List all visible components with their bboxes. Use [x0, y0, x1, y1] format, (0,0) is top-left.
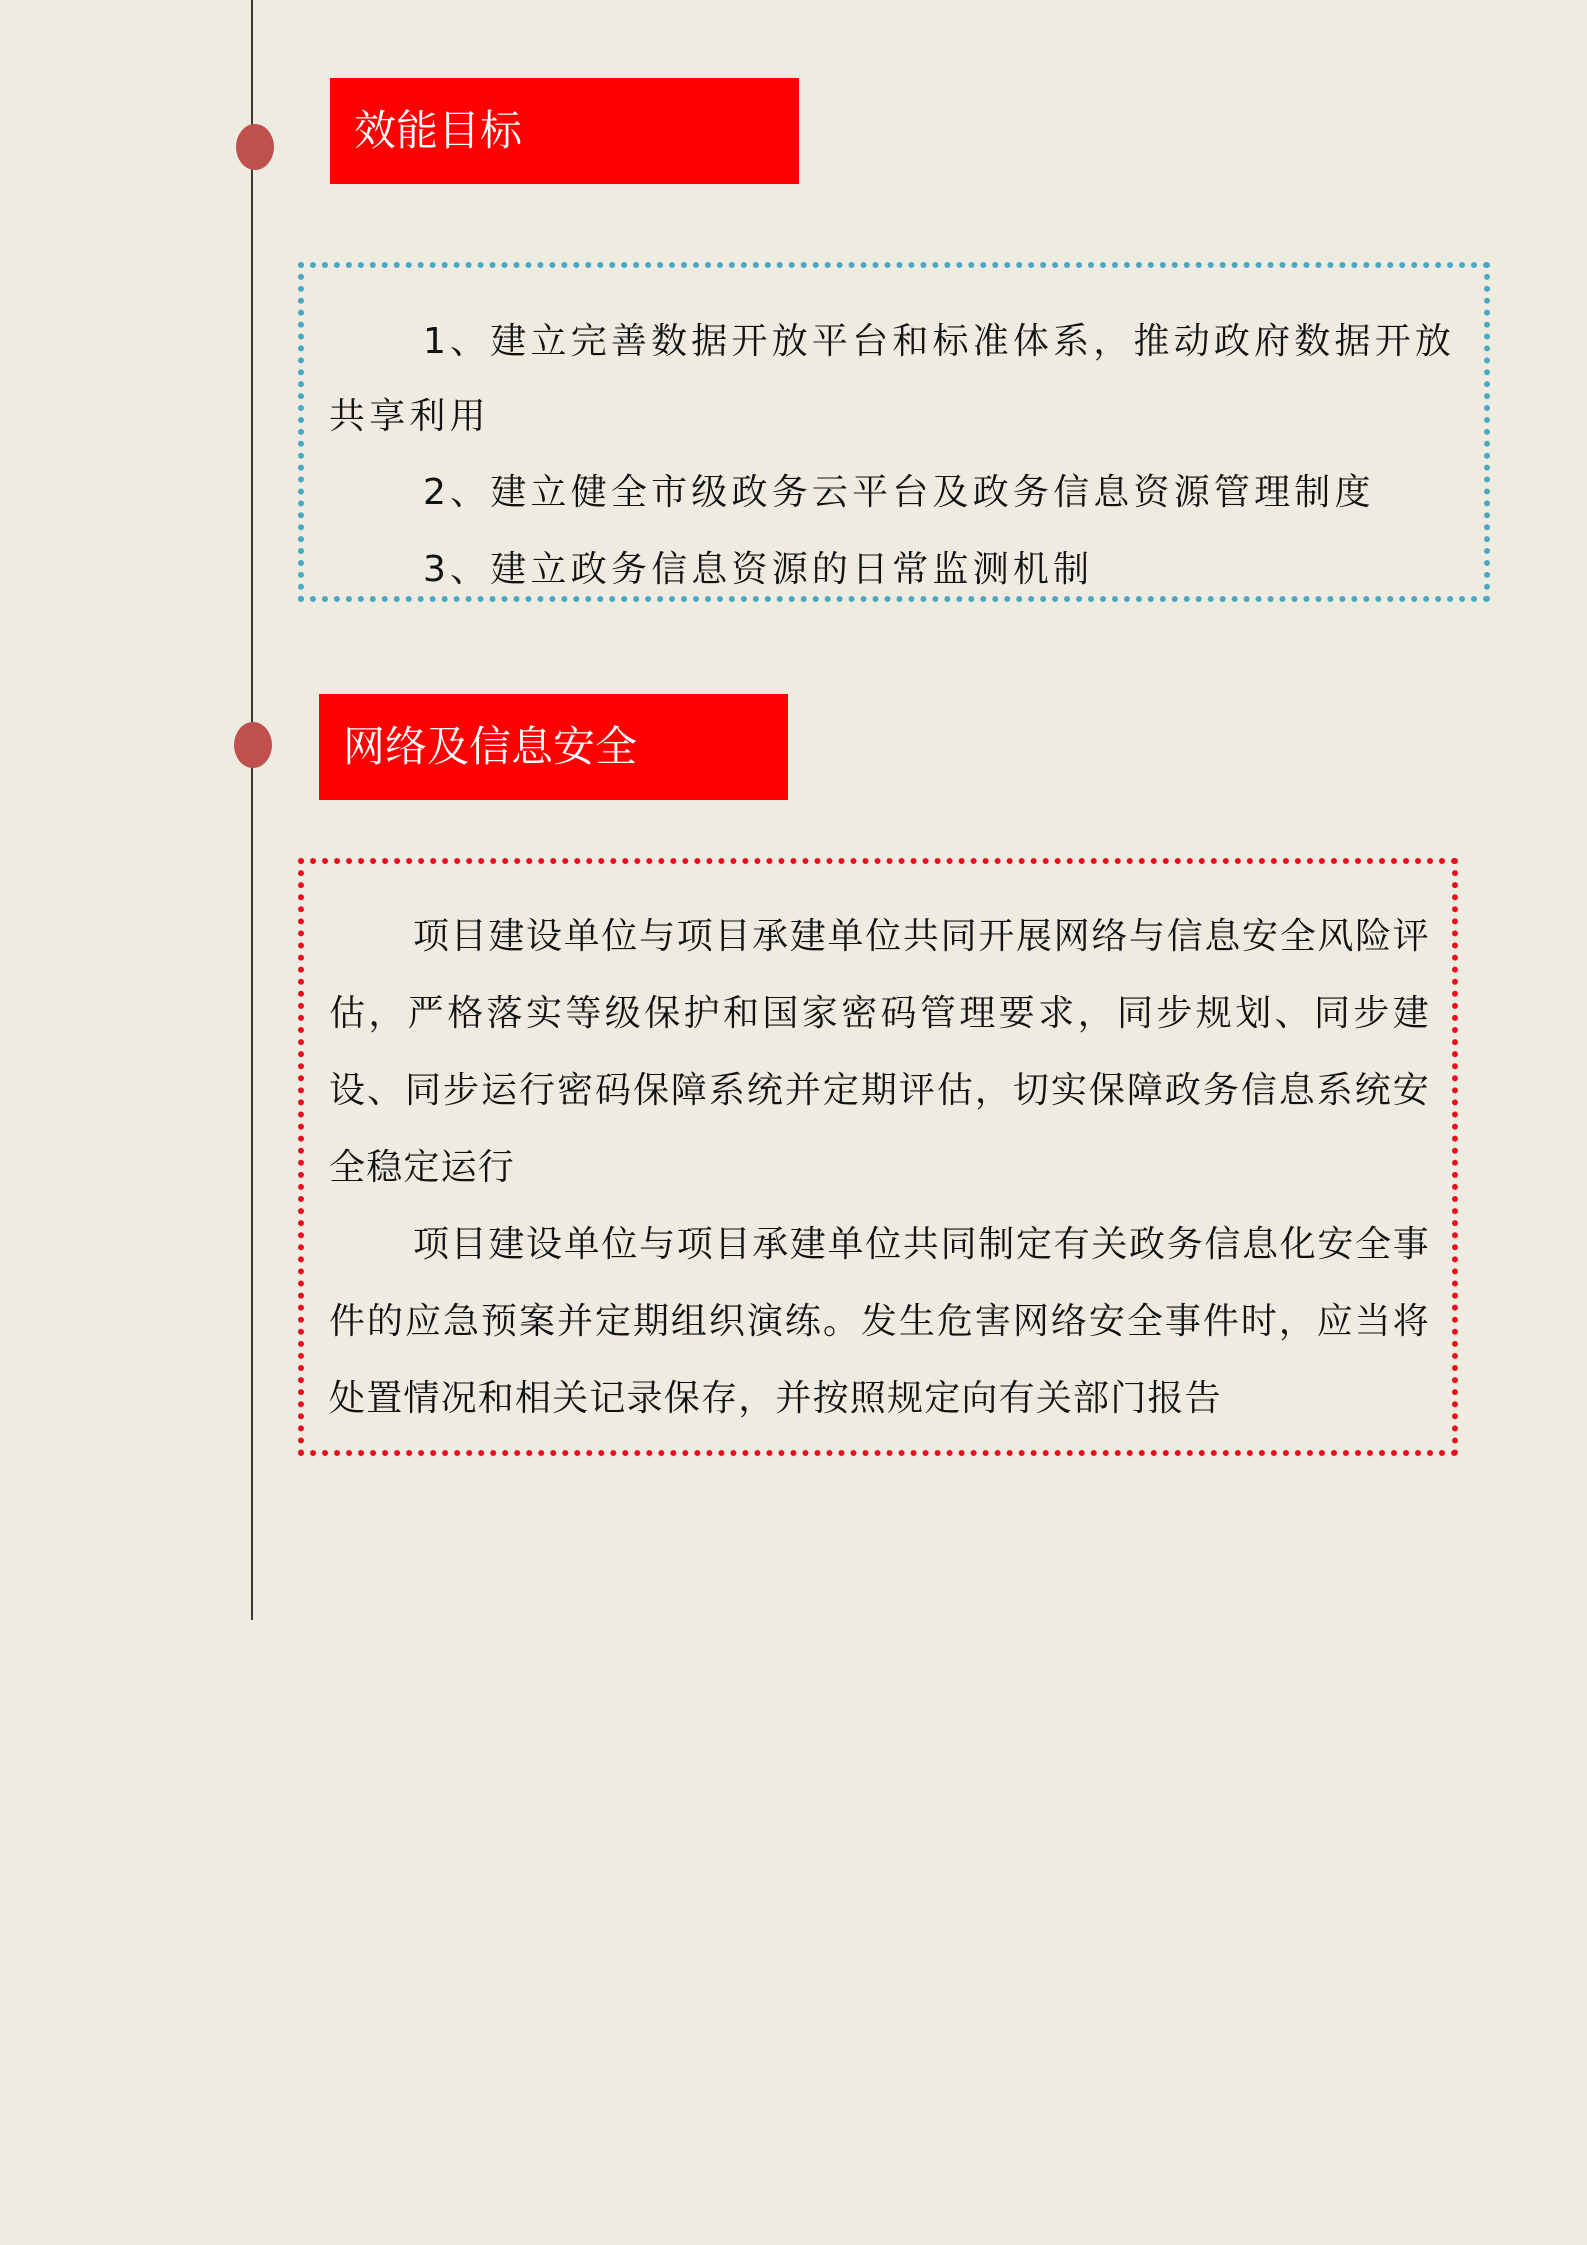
- timeline-dot: [236, 124, 274, 170]
- network-security-box: [298, 858, 1458, 1456]
- security-paragraph: 项目建设单位与项目承建单位共同开展网络与信息安全风险评估，严格落实等级保护和国家密码管理要求，同步规划、同步建设、同步运行密码保障系统并定期评估，切实保障政务信息系统安全稳定运行: [329, 916, 1430, 1188]
- goal-item: 1、建立完善数据开放平台和标准体系，推动政府数据开放共享利用: [329, 321, 1456, 437]
- goal-item: 2、建立健全市级政务云平台及政务信息资源管理制度: [423, 472, 1375, 513]
- security-paragraph: 项目建设单位与项目承建单位共同制定有关政务信息化安全事件的应急预案并定期组织演练。发生危害网络安全事件时，应当将处置情况和相关记录保存，并按照规定向有关部门报告: [329, 1224, 1430, 1419]
- performance-goals-box: [298, 262, 1490, 602]
- timeline-dot: [234, 722, 272, 768]
- timeline-line: [251, 0, 253, 1620]
- section-title-performance-goals: 效能目标: [330, 78, 799, 184]
- section-title-network-security: 网络及信息安全: [319, 694, 788, 800]
- goal-item: 3、建立政务信息资源的日常监测机制: [423, 549, 1094, 590]
